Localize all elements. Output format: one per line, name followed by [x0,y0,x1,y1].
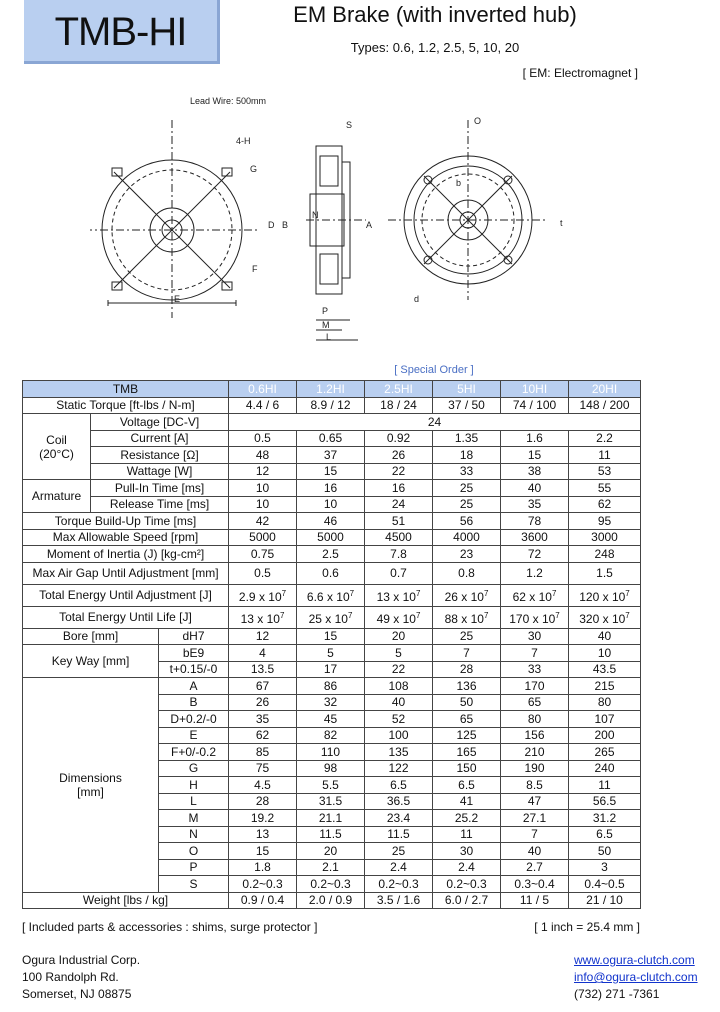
table-cell: 78 [501,513,569,530]
table-cell: 2.0 / 0.9 [297,892,365,909]
table-cell: 52 [365,711,433,728]
table-cell: 2.1 [297,859,365,876]
included-note: [ Included parts & accessories : shims, surge protector ] [22,920,318,934]
row-label: Max Allowable Speed [rpm] [23,529,229,546]
table-cell: 36.5 [365,793,433,810]
table-cell: 35 [501,496,569,513]
table-row [23,529,641,546]
table-cell: 6.5 [569,826,641,843]
label-t: t [560,218,563,228]
header-cell: 0.6HI [229,381,297,398]
label-e: E [174,294,181,304]
table-cell: 210 [501,744,569,761]
label-d: D [268,220,275,230]
table-cell: 42 [229,513,297,530]
table-cell: 31.2 [569,810,641,827]
table-cell: 1.5 [569,562,641,584]
table-cell: 65 [501,694,569,711]
table-cell: 67 [229,678,297,695]
header-cell: 20HI [569,381,641,398]
table-cell: 13.5 [229,661,297,678]
table-cell: 25 [433,480,501,497]
row-label: Moment of Inertia (J) [kg-cm²] [23,546,229,563]
dimensions-body [23,678,641,893]
row-label: Current [A] [91,430,229,447]
table-cell: 10 [569,645,641,662]
table-cell: 16 [297,480,365,497]
label-4h: 4-H [236,136,251,146]
table-cell: 40 [365,694,433,711]
table-cell: 50 [433,694,501,711]
table-cell: 15 [297,628,365,645]
table-cell: 10 [229,496,297,513]
header-cell: 1.2HI [297,381,365,398]
table-cell: 11 [569,777,641,794]
table-cell: 32 [297,694,365,711]
table-row [23,892,641,909]
table-cell: 25 x $10^7$ [297,606,365,628]
table-cell: 240 [569,760,641,777]
table-cell: 11.5 [297,826,365,843]
row-label: Key Way [mm] [23,645,159,678]
row-sublabel: bE9 [159,645,229,662]
product-title: EM Brake (with inverted hub) [293,2,577,27]
table-cell: 43.5 [569,661,641,678]
table-cell: 75 [229,760,297,777]
table-cell: 16 [365,480,433,497]
table-cell: 26 x $10^7$ [433,584,501,606]
table-cell: 86 [297,678,365,695]
table-row [23,584,641,606]
row-label: Pull-In Time [ms] [91,480,229,497]
row-sublabel: B [159,694,229,711]
table-cell: 2.7 [501,859,569,876]
row-sublabel: H [159,777,229,794]
table-cell: 5000 [229,529,297,546]
table-cell: 51 [365,513,433,530]
table-cell: 6.5 [433,777,501,794]
row-label: Total Energy Until Adjustment [J] [23,584,229,606]
table-cell: 4 [229,645,297,662]
row-label: Torque Build-Up Time [ms] [23,513,229,530]
table-row [23,628,641,645]
table-cell: 4.4 / 6 [229,397,297,414]
row-label: Bore [mm] [23,628,159,645]
table-cell: 2.4 [433,859,501,876]
row-sublabel: G [159,760,229,777]
label-b: B [282,220,289,230]
spec-table [22,380,641,909]
table-cell: 33 [501,661,569,678]
table-cell: 4000 [433,529,501,546]
table-row [23,480,641,497]
table-cell: 0.4~0.5 [569,876,641,893]
table-cell: 5000 [297,529,365,546]
table-cell: 135 [365,744,433,761]
row-label: Weight [lbs / kg] [23,892,229,909]
table-cell: 11.5 [365,826,433,843]
table-cell: 320 x $10^7$ [569,606,641,628]
group-label: Dimensions [mm] [23,678,159,893]
em-note: [ EM: Electromagnet ] [522,66,638,80]
table-cell: 21.1 [297,810,365,827]
table-cell: 65 [433,711,501,728]
table-cell: 27.1 [501,810,569,827]
table-cell: 23 [433,546,501,563]
row-sublabel: D+0.2/-0 [159,711,229,728]
table-cell: 3600 [501,529,569,546]
row-label: Resistance [Ω] [91,447,229,464]
table-cell: 7.8 [365,546,433,563]
table-cell: 56.5 [569,793,641,810]
table-cell: 5 [297,645,365,662]
table-cell: 2.4 [365,859,433,876]
table-cell: 108 [365,678,433,695]
company-street: 100 Randolph Rd. [22,970,119,984]
table-cell: 148 / 200 [569,397,641,414]
table-cell: 0.3~0.4 [501,876,569,893]
table-cell: 21 / 10 [569,892,641,909]
phone-number: (732) 271 -7361 [574,987,660,1001]
row-sublabel: F+0/-0.2 [159,744,229,761]
table-cell: 11 [433,826,501,843]
table-cell: 45 [297,711,365,728]
table-cell: 120 x $10^7$ [569,584,641,606]
product-types: Types: 0.6, 1.2, 2.5, 5, 10, 20 [350,40,520,55]
table-cell: 85 [229,744,297,761]
row-sublabel: dH7 [159,628,229,645]
header-cell: 2.5HI [365,381,433,398]
table-row [23,496,641,513]
table-cell: 15 [229,843,297,860]
table-cell: 1.8 [229,859,297,876]
table-cell: 49 x $10^7$ [365,606,433,628]
table-cell: 6.0 / 2.7 [433,892,501,909]
table-cell: 25.2 [433,810,501,827]
row-sublabel: A [159,678,229,695]
table-cell: 25 [433,496,501,513]
table-row [23,430,641,447]
table-cell: 40 [501,843,569,860]
table-cell: 20 [297,843,365,860]
table-cell: 107 [569,711,641,728]
table-cell: 0.2~0.3 [297,876,365,893]
table-cell: 33 [433,463,501,480]
table-cell: 265 [569,744,641,761]
table-cell: 19.2 [229,810,297,827]
company-name: Ogura Industrial Corp. [22,953,141,967]
table-cell: 11 / 5 [501,892,569,909]
table-cell: 0.5 [229,430,297,447]
table-cell: 47 [501,793,569,810]
table-cell: 98 [297,760,365,777]
row-sublabel: P [159,859,229,876]
table-cell: 18 [433,447,501,464]
table-cell: 4500 [365,529,433,546]
label-f: F [252,264,258,274]
table-cell: 24 [229,414,641,431]
row-sublabel: E [159,727,229,744]
table-cell: 3 [569,859,641,876]
table-row [23,546,641,563]
table-cell: 4.5 [229,777,297,794]
row-sublabel: N [159,826,229,843]
table-cell: 200 [569,727,641,744]
group-label: Armature [23,480,91,513]
table-cell: 12 [229,628,297,645]
table-row [23,447,641,464]
table-cell: 17 [297,661,365,678]
email-link[interactable]: info@ogura-clutch.com [574,970,698,984]
table-cell: 15 [297,463,365,480]
table-row [23,513,641,530]
table-cell: 1.6 [501,430,569,447]
table-cell: 18 / 24 [365,397,433,414]
rear-view [388,120,548,300]
table-cell: 62 x $10^7$ [501,584,569,606]
table-cell: 150 [433,760,501,777]
table-cell: 8.5 [501,777,569,794]
table-cell: 190 [501,760,569,777]
row-sublabel: t+0.15/-0 [159,661,229,678]
label-o: O [474,116,482,126]
table-cell: 23.4 [365,810,433,827]
table-cell: 20 [365,628,433,645]
table-cell: 7 [501,826,569,843]
table-row [23,606,641,628]
row-label: Static Torque [ft-lbs / N-m] [23,397,229,414]
table-cell: 7 [501,645,569,662]
table-cell: 2.2 [569,430,641,447]
table-cell: 82 [297,727,365,744]
table-cell: 72 [501,546,569,563]
label-b-key: b [456,178,462,188]
table-cell: 0.9 / 0.4 [229,892,297,909]
table-cell: 0.2~0.3 [365,876,433,893]
table-cell: 40 [569,628,641,645]
table-row [23,414,641,431]
table-cell: 5 [365,645,433,662]
table-cell: 170 x $10^7$ [501,606,569,628]
row-sublabel: L [159,793,229,810]
table-cell: 37 / 50 [433,397,501,414]
header-cell: 10HI [501,381,569,398]
table-cell: 37 [297,447,365,464]
table-cell: 26 [365,447,433,464]
model-title: TMB-HI [24,0,220,64]
row-sublabel: M [159,810,229,827]
table-cell: 0.8 [433,562,501,584]
table-cell: 35 [229,711,297,728]
table-cell: 80 [569,694,641,711]
table-cell: 248 [569,546,641,563]
table-cell: 13 x $10^7$ [229,606,297,628]
table-cell: 8.9 / 12 [297,397,365,414]
label-n: N [312,210,319,220]
table-cell: 3000 [569,529,641,546]
table-cell: 62 [229,727,297,744]
table-cell: 6.5 [365,777,433,794]
table-row [23,562,641,584]
table-cell: 12 [229,463,297,480]
label-p: P [322,306,329,316]
table-cell: 95 [569,513,641,530]
label-l: L [326,332,332,342]
table-cell: 22 [365,661,433,678]
header-cell: TMB [23,381,229,398]
table-cell: 25 [365,843,433,860]
table-cell: 31.5 [297,793,365,810]
row-sublabel: O [159,843,229,860]
table-cell: 125 [433,727,501,744]
table-cell: 74 / 100 [501,397,569,414]
table-cell: 170 [501,678,569,695]
row-sublabel: S [159,876,229,893]
table-cell: 5.5 [297,777,365,794]
table-cell: 30 [501,628,569,645]
table-cell: 156 [501,727,569,744]
table-header-row [23,381,641,398]
table-cell: 215 [569,678,641,695]
table-row [23,678,641,695]
table-cell: 11 [569,447,641,464]
table-cell: 0.65 [297,430,365,447]
conversion-note: [ 1 inch = 25.4 mm ] [534,920,640,934]
table-cell: 40 [501,480,569,497]
table-cell: 0.75 [229,546,297,563]
table-cell: 1.35 [433,430,501,447]
table-cell: 0.2~0.3 [433,876,501,893]
table-cell: 55 [569,480,641,497]
table-cell: 110 [297,744,365,761]
table-cell: 26 [229,694,297,711]
table-cell: 2.5 [297,546,365,563]
table-cell: 38 [501,463,569,480]
table-cell: 2.9 x $10^7$ [229,584,297,606]
table-cell: 0.2~0.3 [229,876,297,893]
table-cell: 80 [501,711,569,728]
table-cell: 1.2 [501,562,569,584]
row-label: Wattage [W] [91,463,229,480]
table-cell: 6.6 x $10^7$ [297,584,365,606]
table-cell: 0.6 [297,562,365,584]
table-cell: 41 [433,793,501,810]
table-cell: 88 x $10^7$ [433,606,501,628]
table-cell: 10 [297,496,365,513]
special-order-note: [ Special Order ] [394,364,474,376]
label-a: A [366,220,373,230]
website-link[interactable]: www.ogura-clutch.com [574,953,695,967]
table-cell: 53 [569,463,641,480]
table-cell: 165 [433,744,501,761]
front-view [90,120,260,318]
table-row [23,463,641,480]
table-cell: 48 [229,447,297,464]
group-label: Coil (20°C) [23,414,91,480]
table-cell: 50 [569,843,641,860]
header-cell: 5HI [433,381,501,398]
table-cell: 13 x $10^7$ [365,584,433,606]
row-label: Total Energy Until Life [J] [23,606,229,628]
row-label: Voltage [DC-V] [91,414,229,431]
label-m: M [322,320,330,330]
table-cell: 10 [229,480,297,497]
label-g: G [250,164,258,174]
lead-wire-label: Lead Wire: 500mm [190,96,267,106]
table-cell: 62 [569,496,641,513]
technical-drawing [90,90,650,352]
table-cell: 28 [229,793,297,810]
table-cell: 13 [229,826,297,843]
table-cell: 22 [365,463,433,480]
table-cell: 28 [433,661,501,678]
table-cell: 46 [297,513,365,530]
row-label: Release Time [ms] [91,496,229,513]
table-cell: 24 [365,496,433,513]
table-cell: 3.5 / 1.6 [365,892,433,909]
table-cell: 7 [433,645,501,662]
table-cell: 136 [433,678,501,695]
table-row [23,645,641,662]
side-section [306,146,366,340]
table-cell: 30 [433,843,501,860]
table-cell: 15 [501,447,569,464]
table-cell: 122 [365,760,433,777]
row-label: Max Air Gap Until Adjustment [mm] [23,562,229,584]
table-cell: 0.7 [365,562,433,584]
table-cell: 25 [433,628,501,645]
label-s: S [346,120,353,130]
company-city: Somerset, NJ 08875 [22,987,132,1001]
table-row [23,397,641,414]
table-cell: 0.5 [229,562,297,584]
table-cell: 0.92 [365,430,433,447]
table-cell: 100 [365,727,433,744]
table-cell: 56 [433,513,501,530]
label-d-bore: d [414,294,420,304]
